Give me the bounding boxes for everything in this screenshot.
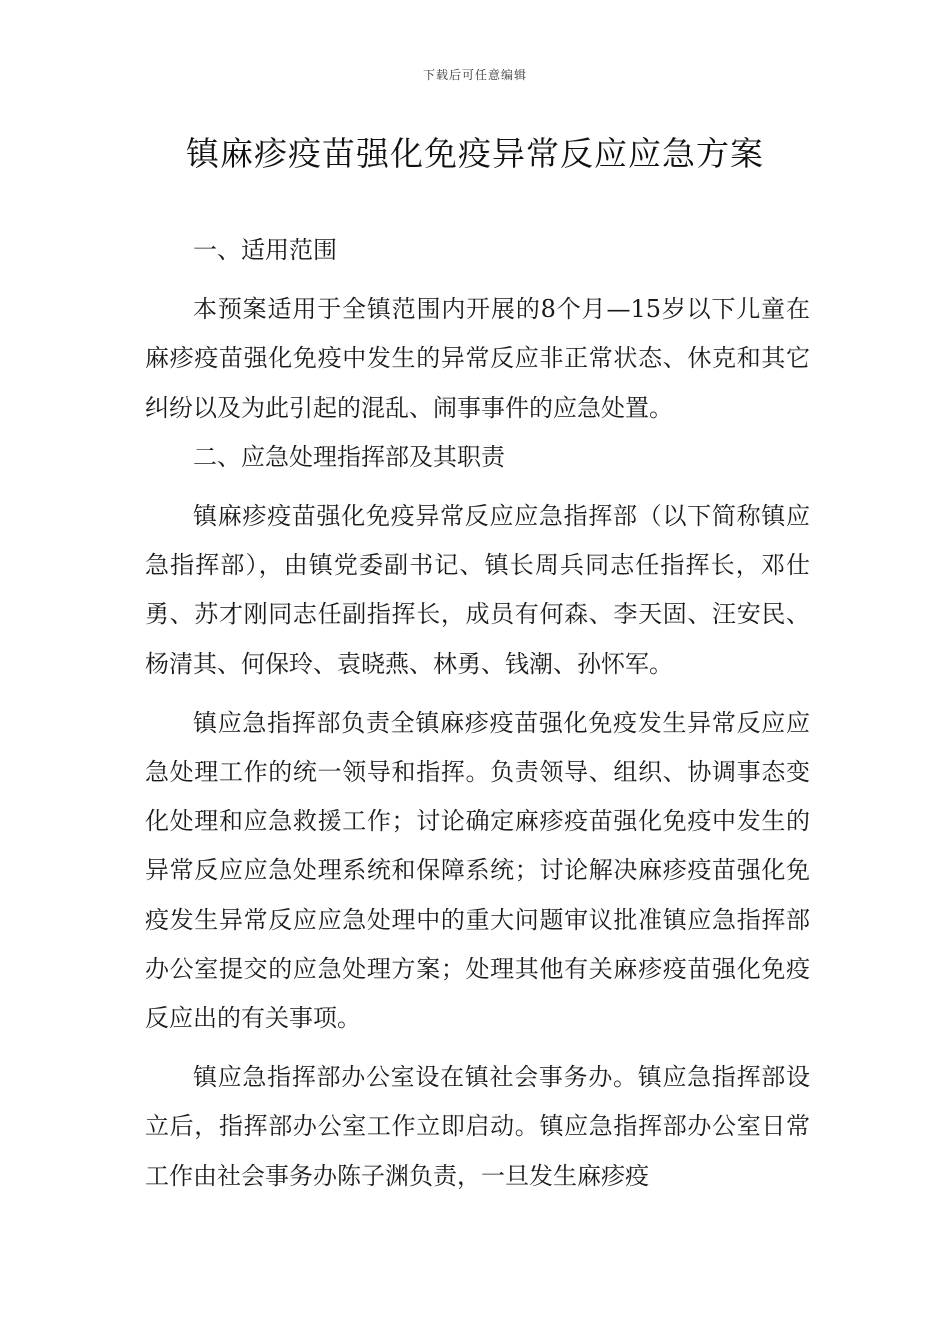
- header-note: 下载后可任意编辑: [422, 68, 527, 82]
- paragraph-command-office: 镇应急指挥部办公室设在镇社会事务办。镇应急指挥部设立后，指挥部办公室工作立即启动。镇应急指挥部办公室日常工作由社会事务办陈子渊负责，一旦发生麻疹疫: [145, 1063, 810, 1190]
- spacer: [145, 689, 810, 699]
- spacer: [145, 275, 810, 285]
- paragraph-scope: 本预案适用于全镇范围内开展的8个月—15岁以下儿童在麻疹疫苗强化免疫中发生的异常反应非正常状态、休克和其它纠纷以及为此引起的混乱、闹事事件的应急处置。: [145, 295, 810, 422]
- section-heading-scope: 一、适用范围: [193, 236, 337, 264]
- document-title: 镇麻疹疫苗强化免疫异常反应应急方案: [186, 134, 764, 173]
- paragraph-command-members: 镇麻疹疫苗强化免疫异常反应应急指挥部（以下简称镇应急指挥部），由镇党委副书记、镇长周兵同志任指挥长，邓仕勇、苏才刚同志任副指挥长，成员有何森、李天固、汪安民、杨清其、何保玲、袁晓燕、林勇、钱潮、孙怀军。: [145, 502, 810, 678]
- document-body: [145, 226, 810, 1201]
- section-heading-command: 二、应急处理指挥部及其职责: [193, 442, 505, 471]
- spacer: [145, 482, 810, 492]
- spacer: [145, 1043, 810, 1053]
- paragraph-command-duties: 镇应急指挥部负责全镇麻疹疫苗强化免疫发生异常反应应急处理工作的统一领导和指挥。负责领导、组织、协调事态变化处理和应急救援工作；讨论确定麻疹疫苗强化免疫中发生的异常反应应急处理系统和保障系统；讨论解决麻疹疫苗强化免疫发生异常反应应急处理中的重大问题审议批准镇应急指挥部办公室提交的应急处理方案；处理其他有关麻疹疫苗强化免疫反应出的有关事项。: [145, 708, 810, 1033]
